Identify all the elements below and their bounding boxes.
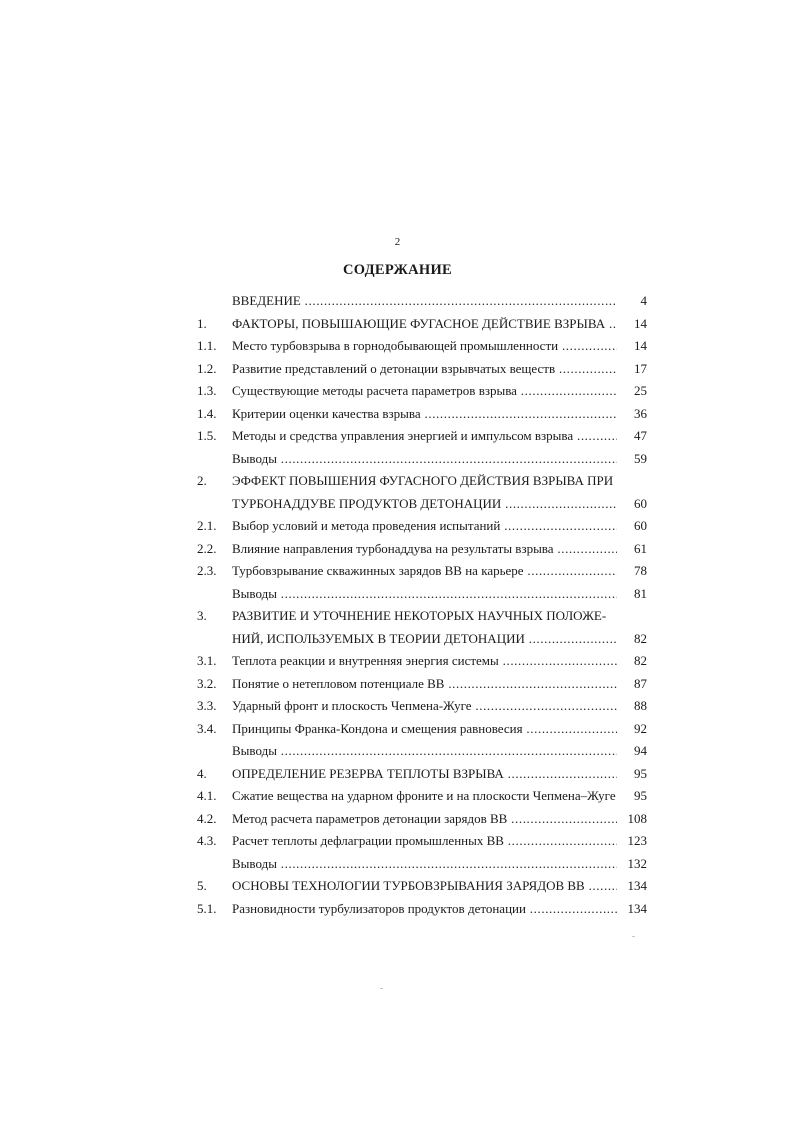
toc-entry-title: НИЙ, ИСПОЛЬЗУЕМЫХ В ТЕОРИИ ДЕТОНАЦИИ ..... (232, 628, 617, 651)
toc-entry (197, 470, 647, 493)
toc-entry-page: 88 (634, 698, 647, 713)
toc-entry-page: 14 (634, 315, 647, 331)
table-of-contents (197, 290, 647, 920)
toc-entry-number: 1.3. (197, 383, 217, 398)
toc-entry-title: ОПРЕДЕЛЕНИЕ РЕЗЕРВА ТЕПЛОТЫ ВЗРЫВА ..... (232, 763, 617, 786)
toc-entry (197, 853, 647, 876)
toc-entry-number: 4.3. (197, 833, 217, 848)
toc-entry (197, 808, 647, 831)
toc-entry-page: 82 (634, 653, 647, 668)
toc-entry-title: Методы и средства управления энергией и импульсом взрыва ..... (232, 425, 617, 448)
toc-entry (197, 673, 647, 696)
toc-entry-page: 61 (634, 540, 647, 556)
toc-entry (197, 493, 647, 516)
toc-entry (197, 335, 647, 358)
toc-entry-title: Существующие методы расчета параметров взрыва ..... (232, 380, 617, 403)
toc-entry-title: Выводы ..... (232, 583, 617, 606)
toc-entry-title: Выводы ..... (232, 853, 617, 876)
toc-entry-page: 78 (634, 563, 647, 578)
toc-entry (197, 515, 647, 538)
toc-entry (197, 538, 647, 561)
toc-entry-page: 47 (634, 428, 647, 443)
toc-entry-page: 17 (634, 360, 647, 376)
toc-entry-page: 132 (627, 855, 647, 871)
toc-entry-title: Выводы ..... (232, 740, 617, 763)
toc-entry (197, 695, 647, 718)
scan-speck (380, 988, 383, 989)
toc-entry (197, 425, 647, 448)
toc-entry-page: 36 (634, 405, 647, 421)
toc-entry-title: Принципы Франка-Кондона и смещения равновесия ..... (232, 718, 617, 741)
toc-entry-page: 4 (640, 293, 647, 308)
page-number: 2 (394, 236, 401, 248)
toc-entry-title: Понятие о нетепловом потенциале ВВ ..... (232, 673, 617, 696)
toc-entry-title: Критерии оценки качества взрыва ..... (232, 403, 617, 426)
toc-entry-page: 82 (634, 630, 647, 646)
toc-entry-page: 108 (627, 810, 647, 826)
toc-entry-page: 95 (634, 765, 647, 781)
toc-entry-number: 3. (197, 608, 207, 623)
toc-entry (197, 313, 647, 336)
toc-entry (197, 650, 647, 673)
toc-entry (197, 448, 647, 471)
toc-entry-page: 59 (634, 450, 647, 466)
toc-entry-number: 5.1. (197, 900, 217, 916)
toc-entry-title: ВВЕДЕНИЕ ..... (232, 290, 617, 313)
toc-entry-page: 60 (634, 495, 647, 511)
toc-entry-title: Развитие представлений о детонации взрывчатых веществ ..... (232, 358, 617, 381)
toc-entry (197, 605, 647, 628)
toc-entry-page: 60 (634, 518, 647, 533)
toc-entry (197, 898, 647, 921)
toc-entry-page: 123 (627, 833, 647, 848)
toc-entry (197, 380, 647, 403)
toc-entry (197, 718, 647, 741)
toc-entry-page: 92 (634, 720, 647, 736)
toc-entry-title: РАЗВИТИЕ И УТОЧНЕНИЕ НЕКОТОРЫХ НАУЧНЫХ ПОЛОЖЕ- (232, 608, 607, 623)
toc-entry (197, 785, 647, 808)
toc-entry-number: 1.4. (197, 405, 217, 421)
toc-entry-number: 3.2. (197, 675, 217, 691)
toc-entry-number: 4.2. (197, 810, 217, 826)
toc-entry-page: 87 (634, 675, 647, 691)
toc-entry-page: 134 (627, 878, 647, 893)
toc-entry (197, 628, 647, 651)
toc-entry-title: Место турбовзрыва в горнодобывающей промышленности ..... (232, 335, 617, 358)
scan-speck (632, 936, 635, 937)
toc-entry-title: ФАКТОРЫ, ПОВЫШАЮЩИЕ ФУГАСНОЕ ДЕЙСТВИЕ ВЗРЫВА ..... (232, 313, 617, 336)
toc-entry-title: Сжатие вещества на ударном фроните и на плоскости Чепмена–Жуге ..... (232, 785, 617, 808)
toc-entry-title: Выбор условий и метода проведения испытаний ..... (232, 515, 617, 538)
toc-entry-page: 14 (634, 338, 647, 353)
toc-entry-page: 95 (634, 788, 647, 803)
toc-entry-page: 25 (634, 383, 647, 398)
toc-entry-page: 94 (634, 743, 647, 758)
toc-entry-title: Метод расчета параметров детонации зарядов ВВ ..... (232, 808, 617, 831)
toc-entry (197, 740, 647, 763)
toc-entry-title: Турбовзрывание скважинных зарядов ВВ на карьере ..... (232, 560, 617, 583)
toc-entry (197, 763, 647, 786)
toc-entry-page: 81 (634, 585, 647, 601)
toc-entry-title: Расчет теплоты дефлаграции промышленных ВВ ..... (232, 830, 617, 853)
toc-entry-number: 4. (197, 765, 207, 781)
toc-entry-number: 1.5. (197, 428, 217, 443)
toc-entry-title: Разновидности турбулизаторов продуктов детонации ..... (232, 898, 617, 921)
toc-entry-title: Ударный фронт и плоскость Чепмена-Жуге ..... (232, 695, 617, 718)
toc-entry-number: 5. (197, 878, 207, 893)
toc-entry-title: Выводы ..... (232, 448, 617, 471)
toc-entry-title: ЭФФЕКТ ПОВЫШЕНИЯ ФУГАСНОГО ДЕЙСТВИЯ ВЗРЫВА ПРИ (232, 473, 614, 488)
toc-entry-number: 2. (197, 473, 207, 488)
toc-entry (197, 560, 647, 583)
toc-entry-page: 134 (627, 900, 647, 916)
toc-entry-title: ТУРБОНАДДУВЕ ПРОДУКТОВ ДЕТОНАЦИИ ..... (232, 493, 617, 516)
toc-entry (197, 875, 647, 898)
toc-entry-number: 1.2. (197, 360, 217, 376)
toc-entry (197, 290, 647, 313)
toc-title: СОДЕРЖАНИЕ (342, 262, 453, 278)
toc-entry-number: 1. (197, 315, 207, 331)
toc-entry-number: 3.1. (197, 653, 217, 668)
toc-entry (197, 830, 647, 853)
toc-entry-title: Теплота реакции и внутренняя энергия системы ..... (232, 650, 617, 673)
toc-entry-number: 4.1. (197, 788, 217, 803)
toc-entry (197, 403, 647, 426)
toc-entry-number: 1.1. (197, 338, 217, 353)
toc-entry-number: 3.4. (197, 720, 217, 736)
toc-entry-number: 2.3. (197, 563, 217, 578)
toc-entry-number: 2.2. (197, 540, 217, 556)
toc-entry-number: 3.3. (197, 698, 217, 713)
toc-entry (197, 583, 647, 606)
toc-entry (197, 358, 647, 381)
toc-entry-title: Влияние направления турбонаддува на результаты взрыва ..... (232, 538, 617, 561)
toc-entry-number: 2.1. (197, 518, 217, 533)
toc-entry-title: ОСНОВЫ ТЕХНОЛОГИИ ТУРБОВЗРЫВАНИЯ ЗАРЯДОВ ВВ ..... (232, 875, 617, 898)
